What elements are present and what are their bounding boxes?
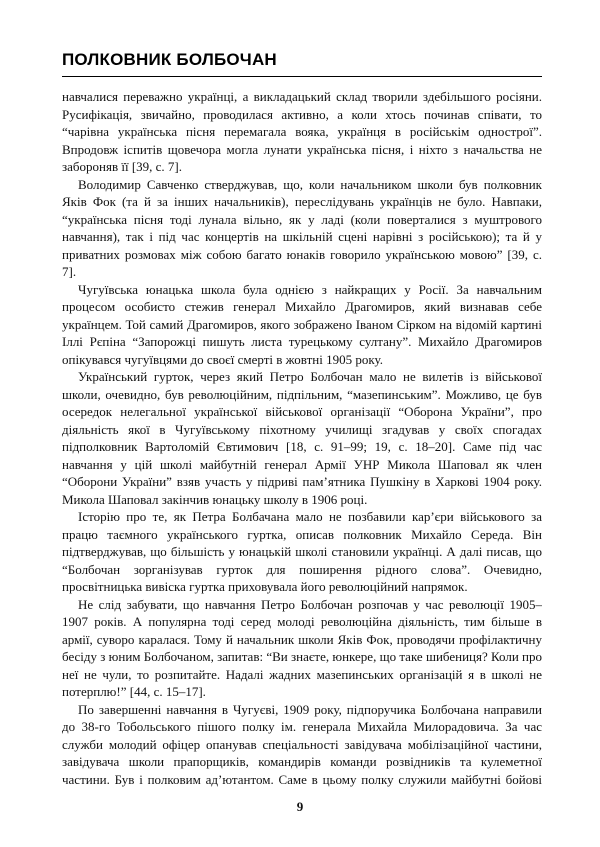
paragraph-2: Володимир Савченко стверджував, що, коли начальником школи був полковник Яків Фок (та й за інших начальників), переслідувань українців не було. Навпаки, “українська пісня тоді лунала вільно, як у ладі (коли поверталися з муштрового навчання), так і під час концертів на шкільній сцені нарівні з російською); та й у приватних розмовах між собою багато юнаків говорило українською мовою” [39, с. 7]. <box>62 176 542 279</box>
paragraph-5: Історію про те, як Петра Болбачана мало не позбавили кар’єри військового за працю таємного українського гуртка, описав полковник Михайло Середа. Він підтверджував, що більшість у юнацькій школі становили українці. А далі писав, що “Болбочан зорганізував гурток для поширення рідного слова”. Очевидно, просвітницька вивіска гуртка приховувала його революційний напрямок. <box>62 509 542 594</box>
running-head: ПОЛКОВНИК БОЛБОЧАН <box>62 50 277 69</box>
paragraph-7: По завершенні навчання в Чугуєві, 1909 року, підпоручика Болбочана направили до 38-го Тобольського пішого полку ім. генерала Михайла Милорадовича. За час служби молодий офіцер опанував спеціальності завідувача мобілізаційної частини, завідувача школи прапорщиків, командирів команди розвідників та кулеметної частини. Був і полковим ад’ютантом. Саме в цьому полку служили майбутні бойові <box>62 701 542 787</box>
body-text <box>62 88 542 788</box>
paragraph-6: Не слід забувати, що навчання Петро Болбочан розпочав у час революції 1905–1907 років. А популярна тоді серед молоді революційна діяльність, тим більше в армії, суворо каралася. Тому й начальник школи Яків Фок, проводячи профілактичну бесіду з юним Болбочаном, запитав: “Ви знаєте, юнкере, що таке шибениця? Коли про неї не чули, то розпитайте. Надалі жадних мазепинських організацій я в школі не потерплю!” [44, с. 15–17]. <box>62 596 542 699</box>
paragraph-4: Український гурток, через який Петро Болбочан мало не вилетів із військової школи, очевидно, був революційним, підпільним, “мазепинським”. Можливо, це був осередок нелегальної української військової організації “Оборона України”, про діяльність якої в Чугуївському піхотному училищі згадував у своїх спогадах підполковник Вартоломій Євтимович [18, с. 91–99; 19, с. 18–20]. Саме під час навчання у цій школі майбутній генерал Армії УНР Микола Шаповал як член “Оборони України” взяв участь у підриві пам’ятника Пушкіну в Харкові 1904 року. Микола Шаповал закінчив юнацьку школу в 1906 році. <box>62 369 542 507</box>
paragraph-3: Чугуївська юнацька школа була однією з найкращих у Росії. За навчальним процесом особисто стежив генерал Михайло Драгомиров, який визнавав себе українцем. Той самий Драгомиров, якого зображено Іваном Сірком на відомій картині Іллі Рєпіна “Запорожці пишуть листа турецькому султану”. Михайло Драгомиров опікувався чугуївцями до своєї смерті в жовтні 1905 року. <box>62 281 542 367</box>
paragraph-1: навчалися переважно українці, а викладацький склад творили здебільшого росіяни. Русифікація, звичайно, проводилася активно, а коли хтось починав співати, то “чарівна українська пісня перемагала вояка, українця в російськім однострої”. Впродовж іспитів щовечора могла лунати українська пісня, і ніхто з начальства не забороняв її [39, с. 7]. <box>62 89 542 174</box>
page-number: 9 <box>296 799 304 814</box>
header-rule <box>62 76 542 77</box>
